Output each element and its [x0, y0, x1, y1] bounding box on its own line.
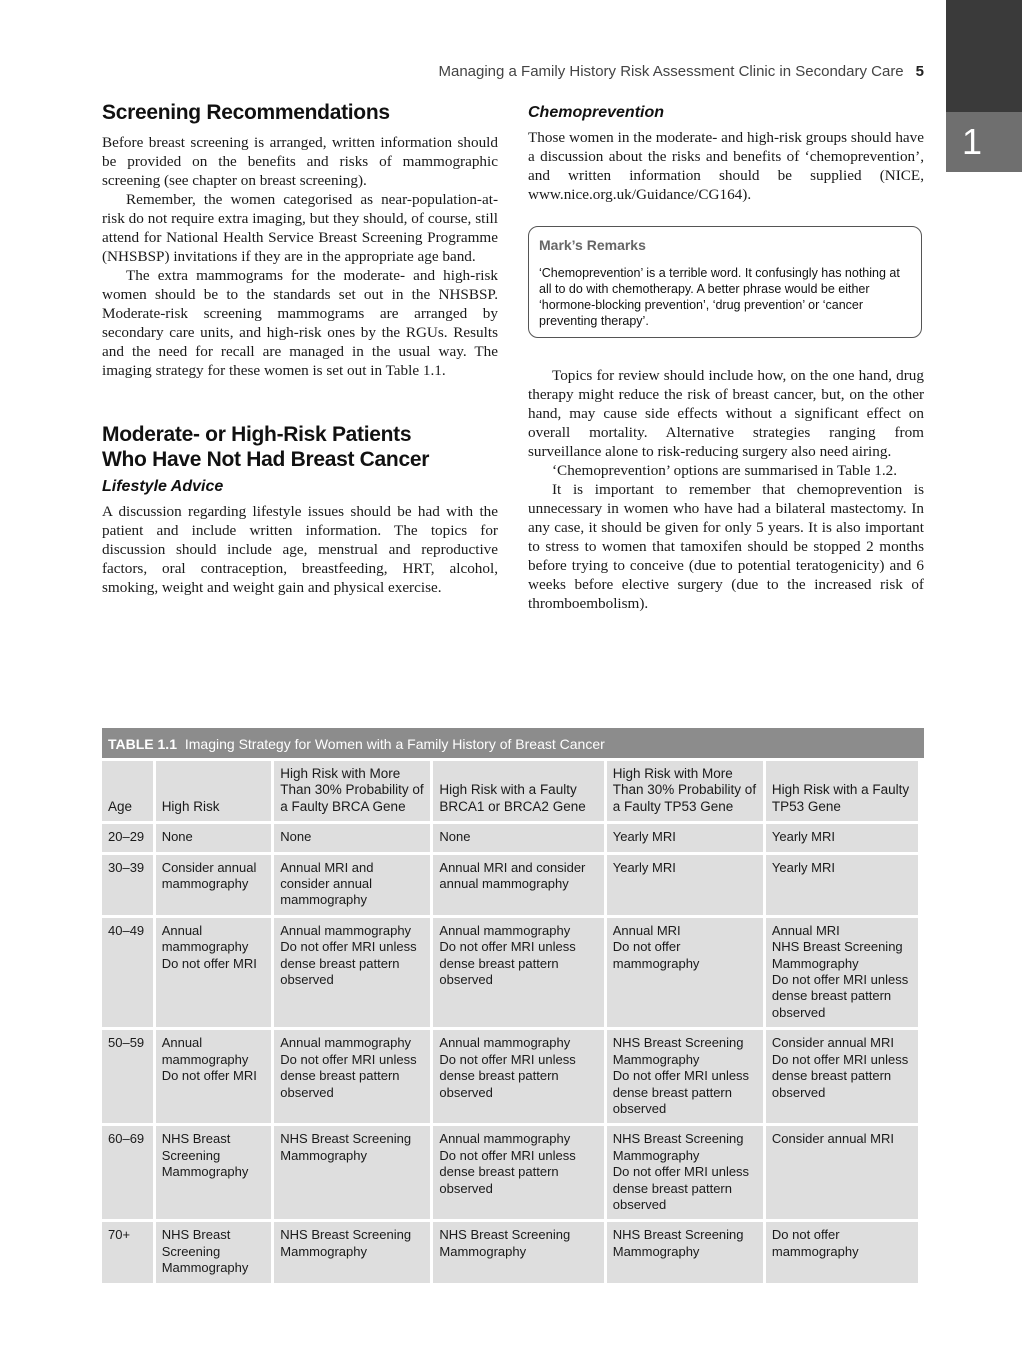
cell-line: None — [161, 829, 193, 845]
column-header: High Risk with a Faulty BRCA1 or BRCA2 Gene — [433, 761, 603, 821]
paragraph: Before breast screening is arranged, written information should be provided on the benefits and risks of mammographic screening (see chapter on breast screening). — [102, 134, 498, 189]
table-row — [102, 824, 918, 851]
imaging-strategy-table — [99, 758, 921, 1286]
cell-line: Annual mammography — [161, 1035, 249, 1067]
table-row — [102, 918, 918, 1027]
cell-line: Consider annual MRI — [771, 1131, 894, 1147]
cell-line: Do not offer MRI unless dense breast pattern observed — [771, 1051, 909, 1100]
cell-line: NHS Breast Screening Mammography — [612, 1131, 744, 1163]
left-column — [102, 100, 498, 597]
table-cell — [766, 918, 918, 1027]
paragraph: Topics for review should include how, on the one hand, drug therapy might reduce the risk of breast cancer, but, on the other hand, may cause side effects without a significant effect on overall mortality. Alternative strategies ranging from surveillance alone to risk-reducing surgery also need airing. — [528, 367, 924, 460]
subheading-lifestyle-advice: Lifestyle Advice — [102, 478, 224, 495]
chapter-tab: 1 — [946, 112, 1022, 172]
paragraph: A discussion regarding lifestyle issues should be had with the patient and include written information. The topics for discussion should include age, menstrual and reproductive factors, oral contraception, breastfeeding, HRT, alcohol, smoking, weight and weight gain and physical exercise. — [102, 503, 498, 596]
cell-line: Annual MRI — [771, 922, 840, 938]
table-cell — [607, 918, 763, 1027]
cell-line: Do not offer mammography — [612, 939, 700, 971]
table-row — [102, 855, 918, 915]
table-cell — [274, 855, 430, 915]
cell-line: Annual MRI and consider annual mammography — [439, 859, 586, 892]
table-cell — [433, 855, 603, 915]
cell-line: Yearly MRI — [771, 859, 835, 875]
column-header: High Risk with More Than 30% Probability of a Faulty BRCA Gene — [274, 761, 430, 821]
cell-line: Consider annual mammography — [161, 859, 257, 892]
cell-line: Do not offer MRI unless dense breast pattern observed — [771, 972, 909, 1020]
cell-line: NHS Breast Screening Mammography — [161, 1227, 249, 1276]
table-1-1 — [102, 728, 924, 1286]
table-cell — [766, 855, 918, 915]
cell-line: Do not offer MRI unless dense breast pattern observed — [280, 1051, 417, 1100]
table-cell — [156, 824, 272, 851]
paragraph: Remember, the women categorised as near-population-at-risk do not require extra imaging, but they should, of course, still attend for National Health Service Breast Screening Programme (NHSBSP) invitations if they are in the appropriate age band. — [102, 191, 498, 265]
cell-line: NHS Breast Screening Mammography — [439, 1227, 571, 1259]
cell-line: Yearly MRI — [771, 829, 835, 845]
cell-line: Do not offer MRI — [161, 955, 257, 971]
cell-line: Yearly MRI — [612, 859, 676, 875]
table-cell — [274, 1222, 430, 1282]
cell-line: 40–49 — [108, 922, 145, 938]
table-cell — [102, 918, 153, 1027]
subheading-chemoprevention: Chemoprevention — [528, 104, 665, 121]
table-cell — [607, 824, 763, 851]
table-label: TABLE 1.1 — [108, 736, 177, 752]
cell-line: 50–59 — [108, 1035, 145, 1051]
table-cell — [766, 824, 918, 851]
table-cell — [433, 1030, 603, 1123]
table-cell — [433, 1126, 603, 1219]
marks-remarks-box — [528, 226, 922, 338]
paragraph: The extra mammograms for the moderate- and high-risk women should be to the standards set out in the NHSBSP. Moderate-risk screening mammograms are arranged by secondary care units, and high-risk ones by the RGUs. Results and the need for recall are managed in the usual way. The imaging strategy for these women is set out in Table 1.1. — [102, 267, 498, 379]
table-cell — [274, 1126, 430, 1219]
cell-line: Annual mammography — [439, 1035, 571, 1051]
table-cell — [274, 1030, 430, 1123]
cell-line: Do not offer MRI unless dense breast pattern observed — [612, 1068, 750, 1116]
table-cell — [607, 855, 763, 915]
column-header: High Risk with More Than 30% Probability of a Faulty TP53 Gene — [607, 761, 763, 821]
table-cell — [102, 1126, 153, 1219]
chapter-tab-top — [946, 0, 1022, 112]
paragraph: ‘Chemoprevention’ options are summarised in Table 1.2. — [552, 462, 898, 479]
table-row — [102, 1222, 918, 1282]
table-cell — [274, 918, 430, 1027]
column-header: High Risk with a Faulty TP53 Gene — [766, 761, 918, 821]
table-cell — [156, 1222, 272, 1282]
table-body — [102, 824, 918, 1282]
remarks-title: Mark’s Remarks — [539, 237, 646, 253]
cell-line: Annual MRI and consider annual mammography — [280, 859, 374, 908]
cell-line: Annual mammography — [161, 922, 249, 955]
cell-line: NHS Breast Screening Mammography — [280, 1227, 412, 1259]
running-head — [438, 63, 924, 80]
cell-line: Yearly MRI — [612, 829, 676, 845]
cell-line: NHS Breast Screening Mammography — [771, 939, 903, 971]
table-row — [102, 1126, 918, 1219]
cell-line: Do not offer MRI unless dense breast pattern observed — [439, 939, 576, 988]
table-row — [102, 1030, 918, 1123]
cell-line: NHS Breast Screening Mammography — [612, 1035, 744, 1067]
cell-line: Do not offer MRI unless dense breast pattern observed — [439, 1051, 576, 1100]
paragraph: Those women in the moderate- and high-risk groups should have a discussion about the risks and benefits of ‘chemoprevention’, and written information should be supplied (NICE, www.nice.org.uk/Guidance/CG164). — [528, 129, 924, 203]
cell-line: Annual mammography — [280, 1035, 412, 1051]
table-cell — [102, 824, 153, 851]
cell-line: NHS Breast Screening Mammography — [612, 1227, 744, 1259]
cell-line: NHS Breast Screening Mammography — [280, 1131, 412, 1163]
cell-line: None — [280, 829, 312, 845]
table-cell — [102, 855, 153, 915]
cell-line: 20–29 — [108, 829, 145, 845]
cell-line: Annual mammography — [280, 922, 412, 938]
table-cell — [607, 1126, 763, 1219]
cell-line: 60–69 — [108, 1131, 145, 1147]
table-cell — [766, 1222, 918, 1282]
column-header: Age — [102, 761, 153, 821]
table-cell — [607, 1222, 763, 1282]
cell-line: Annual MRI — [612, 922, 681, 938]
right-column — [528, 100, 924, 613]
table-cell — [274, 824, 430, 851]
cell-line: None — [439, 829, 471, 845]
table-cell — [102, 1030, 153, 1123]
cell-line: Do not offer mammography — [771, 1227, 859, 1259]
table-cell — [433, 918, 603, 1027]
cell-line: 70+ — [108, 1227, 131, 1243]
table-cell — [156, 1030, 272, 1123]
cell-line: Consider annual MRI — [771, 1035, 894, 1051]
cell-line: Annual mammography — [439, 922, 571, 938]
heading-moderate-high-risk — [102, 422, 498, 472]
table-header-row — [102, 761, 918, 821]
table-cell — [156, 918, 272, 1027]
page-number: 5 — [915, 63, 924, 80]
table-cell — [156, 1126, 272, 1219]
heading-line: Who Have Not Had Breast Cancer — [102, 448, 430, 471]
cell-line: Do not offer MRI unless dense breast pattern observed — [439, 1147, 576, 1196]
heading-screening-recommendations: Screening Recommendations — [102, 101, 390, 124]
table-cell — [102, 1222, 153, 1282]
running-head-title: Managing a Family History Risk Assessment Clinic in Secondary Care — [438, 63, 904, 80]
table-cell — [156, 855, 272, 915]
cell-line: Do not offer MRI — [161, 1068, 257, 1084]
cell-line: NHS Breast Screening Mammography — [161, 1131, 249, 1180]
table-cell — [766, 1126, 918, 1219]
table-cell — [766, 1030, 918, 1123]
table-caption — [102, 728, 924, 758]
column-header: High Risk — [156, 761, 272, 821]
remarks-body: ‘Chemoprevention’ is a terrible word. It confusingly has nothing at all to do with chemotherapy. A better phrase would be either ‘hormone-blocking prevention’, ‘drug prevention’ or ‘cancer preventing therapy’. — [539, 266, 900, 328]
cell-line: Do not offer MRI unless dense breast pattern observed — [280, 939, 417, 988]
heading-line: Moderate- or High-Risk Patients — [102, 423, 412, 446]
cell-line: Annual mammography — [439, 1131, 571, 1147]
cell-line: 30–39 — [108, 859, 145, 875]
table-cell — [433, 1222, 603, 1282]
paragraph: It is important to remember that chemoprevention is unnecessary in women who have had a bilateral mastectomy. In any case, it should be given for only 5 years. It is also important to stress to women that tamoxifen should be stopped 2 months before trying to conceive (due to potential teratogenicity) and 6 weeks before elective surgery (due to the increased risk of thromboembolism). — [528, 481, 924, 612]
table-caption-text: Imaging Strategy for Women with a Family History of Breast Cancer — [184, 736, 605, 752]
cell-line: Do not offer MRI unless dense breast pattern observed — [612, 1164, 750, 1212]
table-cell — [607, 1030, 763, 1123]
table-cell — [433, 824, 603, 851]
